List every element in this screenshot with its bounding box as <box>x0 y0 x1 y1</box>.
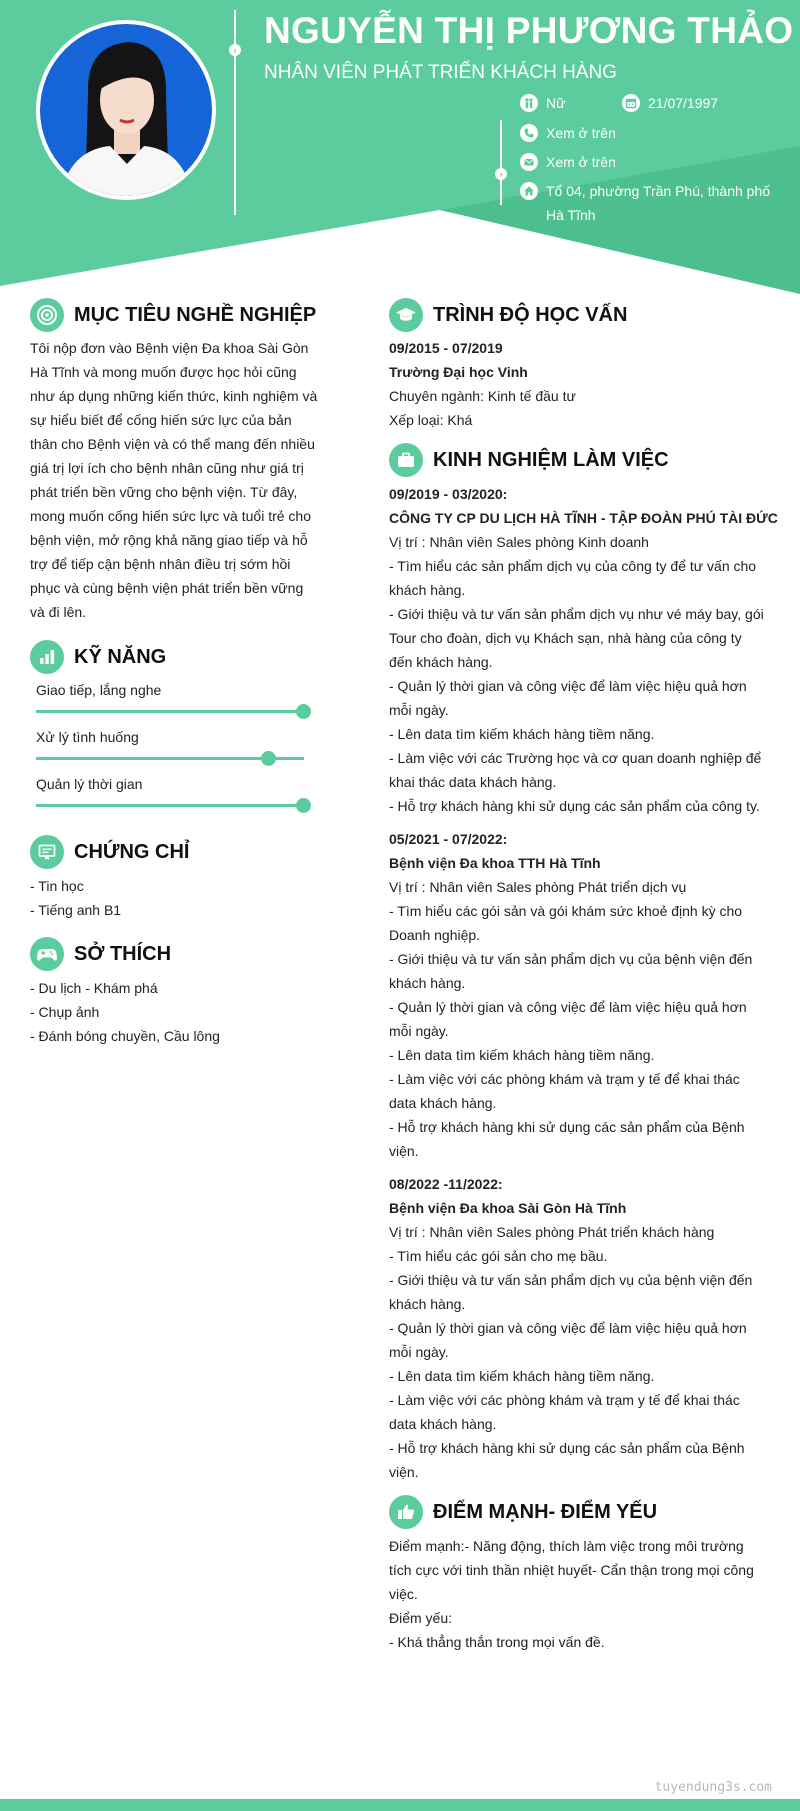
bar-chart-icon <box>30 640 64 674</box>
skill-item <box>36 680 304 713</box>
skill-knob <box>296 798 311 813</box>
job-company: Bệnh viện Đa khoa Sài Gòn Hà Tĩnh <box>389 1200 627 1216</box>
hobbies-title: SỞ THÍCH <box>74 942 172 965</box>
briefcase-icon <box>389 443 423 477</box>
certificates-heading <box>30 835 189 869</box>
candidate-name: NGUYỄN THỊ PHƯƠNG THẢO <box>264 10 794 51</box>
phone-item[interactable] <box>520 124 616 145</box>
skill-label: Quản lý thời gian <box>36 776 143 792</box>
email-value: Xem ở trên <box>546 154 616 170</box>
job-period: 09/2019 - 03/2020: <box>389 486 508 502</box>
certificates-list <box>30 874 313 922</box>
email-icon <box>520 153 538 171</box>
experience-title: KINH NGHIỆM LÀM VIỆC <box>433 448 669 471</box>
list-item: - Tin học <box>30 878 84 894</box>
skill-knob <box>296 704 311 719</box>
experience-heading <box>389 443 669 477</box>
home-icon <box>520 182 538 200</box>
skill-bar <box>36 710 304 713</box>
objective-text: Tôi nộp đơn vào Bệnh viện Đa khoa Sài Gòn Hà Tĩnh và mong muốn được học hỏi cũng như áp dụng những kiến thức, kinh nghiệm và sự hiểu biết để cống hiến sức lực của bản thân cho Bệnh viện và có thể mang đến nhiều giá trị lợi ích cho bệnh nhân cũng như giá trị phát triển bền vững cho bệnh viện. Từ đây, mong muốn cống hiến sức lực và tuổi trẻ cho bệnh viện, mở rộng khả năng giao tiếp và hỗ trợ để tiếp cận bệnh nhân điều trị sớm hồi phục và cùng bệnh viện phát triển bền vững và đi lên. <box>30 340 318 620</box>
list-item: - Chụp ảnh <box>30 1004 100 1020</box>
job-company: Bệnh viện Đa khoa TTH Hà Tĩnh <box>389 855 601 871</box>
phone-value: Xem ở trên <box>546 125 616 141</box>
skill-knob <box>261 751 276 766</box>
skills-heading <box>30 640 166 674</box>
gamepad-icon <box>30 937 64 971</box>
email-item[interactable] <box>520 153 616 174</box>
skill-fill <box>36 804 304 807</box>
calendar-icon <box>622 94 640 112</box>
education-major: Chuyên ngành: Kinh tế đầu tư <box>389 388 576 404</box>
job-entry: 09/2019 - 03/2020: CÔNG TY CP DU LỊCH HÀ TĨNH - TẬP ĐOÀN PHÚ TÀI ĐỨC Vị trí : Nhân viên Sales phòng Kinh doanh - Tìm hiểu các sản phẩm dịch vụ của công ty để tư vấn cho khách hàng. - Giới thiệu và tư vấn sản phẩm dịch vụ như vé máy bay, gói Tour cho đoàn, dịch vụ Khách sạn, nhà hàng của công ty đến khách hàng. - Quản lý thời gian và công việc để làm việc hiệu quả hơn mỗi ngày. - Lên data tìm kiếm khách hàng tiềm năng. - Làm việc với các Trường học và cơ quan doanh nghiệp để khai thác data khách hàng. - Hỗ trợ khách hàng khi sử dụng các sản phẩm của công ty. <box>389 482 774 818</box>
target-icon <box>30 298 64 332</box>
address-item <box>520 182 770 227</box>
strengths-text: Điểm mạnh:- Năng động, thích làm việc trong môi trường tích cực với tinh thần nhiệt huyết- Cẩn thận trong mọi công việc. Điểm yếu: - Khá thẳng thắn trong mọi vấn đề. <box>389 1538 754 1650</box>
objective-title: MỤC TIÊU NGHỀ NGHIỆP <box>74 303 317 326</box>
list-item: - Đánh bóng chuyền, Cầu lông <box>30 1028 220 1044</box>
certificates-title: CHỨNG CHỈ <box>74 840 190 863</box>
footer-bar <box>0 1799 800 1811</box>
birthday-item <box>622 94 718 115</box>
job-period: 05/2021 - 07/2022: <box>389 831 508 847</box>
list-item: - Du lịch - Khám phá <box>30 980 158 996</box>
gender-item <box>520 94 565 115</box>
skill-bar <box>36 804 304 807</box>
skills-title: KỸ NĂNG <box>74 645 167 668</box>
portrait-photo <box>40 24 212 196</box>
hobbies-list <box>30 976 313 1048</box>
education-rank: Xếp loại: Khá <box>389 412 473 428</box>
education-title: TRÌNH ĐỘ HỌC VẤN <box>433 303 628 326</box>
job-company: CÔNG TY CP DU LỊCH HÀ TĨNH - TẬP ĐOÀN PHÚ TÀI ĐỨC <box>389 510 778 526</box>
skill-label: Giao tiếp, lắng nghe <box>36 682 162 698</box>
objective-heading <box>30 298 316 332</box>
job-title: NHÂN VIÊN PHÁT TRIỂN KHÁCH HÀNG <box>264 62 617 83</box>
gender-value: Nữ <box>546 95 566 111</box>
hobbies-heading <box>30 937 171 971</box>
skill-item <box>36 774 304 807</box>
phone-icon <box>520 124 538 142</box>
skill-fill <box>36 757 269 760</box>
skill-bar <box>36 757 304 760</box>
education-period: 09/2015 - 07/2019 <box>389 340 503 356</box>
skill-label: Xử lý tình huống <box>36 729 139 745</box>
chevron-right-icon: › <box>229 44 241 56</box>
education-school: Trường Đại học Vinh <box>389 364 528 380</box>
strengths-title: ĐIỂM MẠNH- ĐIỂM YẾU <box>433 1500 658 1523</box>
list-item: - Tiếng anh B1 <box>30 902 122 918</box>
header-divider <box>234 10 236 215</box>
birthday-value: 21/07/1997 <box>648 95 719 111</box>
chevron-right-icon: › <box>495 168 507 180</box>
gender-icon <box>520 94 538 112</box>
education-block <box>389 336 774 432</box>
address-value: Tổ 04, phường Trần Phú, thành phố Hà Tĩnh <box>546 183 771 223</box>
certificate-icon <box>30 835 64 869</box>
job-entry: 08/2022 -11/2022: Bệnh viện Đa khoa Sài Gòn Hà Tĩnh Vị trí : Nhân viên Sales phòng Phát triển khách hàng - Tìm hiểu các gói sản cho mẹ bầu. - Giới thiệu và tư vấn sản phẩm dịch vụ của bệnh viện đến khách hàng. - Quản lý thời gian và công việc để làm việc hiệu quả hơn mỗi ngày. - Lên data tìm kiếm khách hàng tiềm năng. - Làm việc với các phòng khám và trạm y tế để khai thác data khách hàng. - Hỗ trợ khách hàng khi sử dụng các sản phẩm của Bệnh viện. <box>389 1172 774 1484</box>
avatar <box>36 20 216 200</box>
strengths-heading <box>389 1495 657 1529</box>
watermark: tuyendung3s.com <box>654 1780 772 1795</box>
skill-item <box>36 727 304 760</box>
education-heading <box>389 298 627 332</box>
job-period: 08/2022 -11/2022: <box>389 1176 503 1192</box>
skill-fill <box>36 710 304 713</box>
job-entry: 05/2021 - 07/2022: Bệnh viện Đa khoa TTH Hà Tĩnh Vị trí : Nhân viên Sales phòng Phát triển dịch vụ - Tìm hiểu các gói sản và gói khám sức khoẻ định kỳ cho Doanh nghiệp. - Giới thiệu và tư vấn sản phẩm dịch vụ của bệnh viện đến khách hàng. - Quản lý thời gian và công việc để làm việc hiệu quả hơn mỗi ngày. - Lên data tìm kiếm khách hàng tiềm năng. - Làm việc với các phòng khám và trạm y tế để khai thác data khách hàng. - Hỗ trợ khách hàng khi sử dụng các sản phẩm của Bệnh viện. <box>389 827 774 1163</box>
contact-divider <box>500 120 502 205</box>
thumbs-up-icon <box>389 1495 423 1529</box>
graduation-cap-icon <box>389 298 423 332</box>
